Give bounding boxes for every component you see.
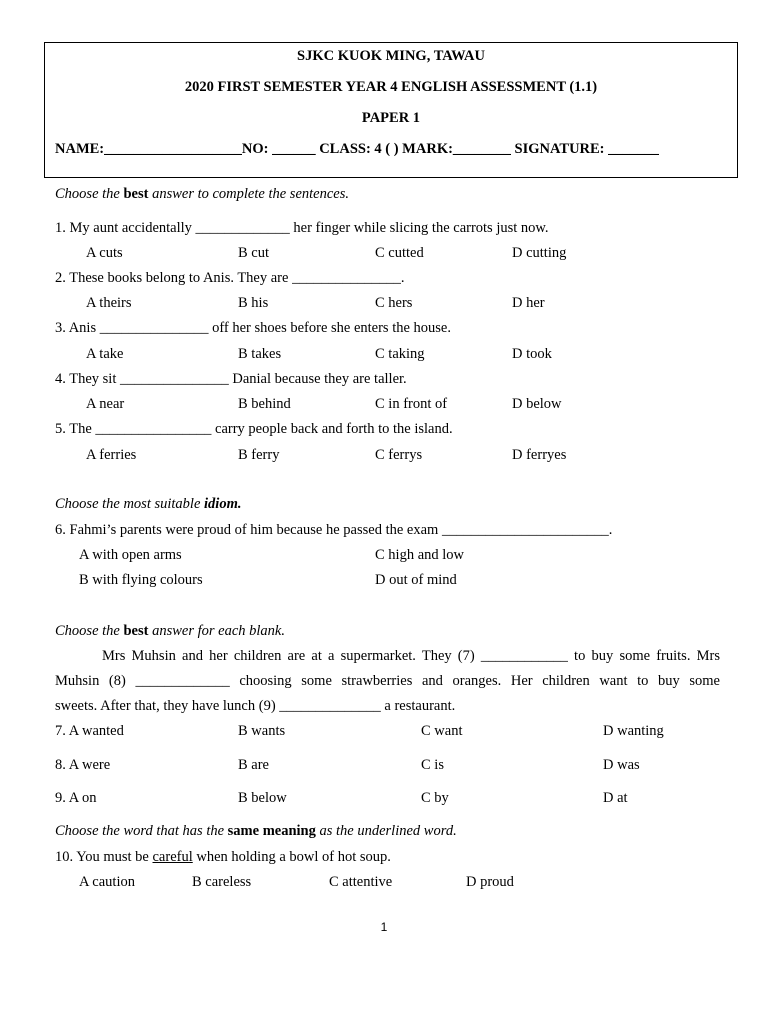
section3-instruction: Choose the best answer for each blank.: [55, 623, 285, 639]
q1-option-a[interactable]: A cuts: [86, 245, 123, 261]
passage-line-3: sweets. After that, they have lunch (9) ______________ a restaurant.: [55, 698, 456, 714]
q1-option-c[interactable]: C cutted: [375, 245, 424, 261]
paper-label: PAPER 1: [361, 110, 421, 126]
q10-option-a[interactable]: A caution: [79, 874, 135, 890]
q8-option-c[interactable]: C is: [421, 757, 444, 773]
q2-option-c[interactable]: C hers: [375, 295, 413, 311]
q4-option-b[interactable]: B behind: [238, 396, 291, 412]
q2-option-b[interactable]: B his: [238, 295, 269, 311]
q6-option-b[interactable]: B with flying colours: [79, 572, 203, 588]
section1-instruction: Choose the best answer to complete the sentences.: [55, 186, 349, 202]
q9-option-a[interactable]: 9. A on: [55, 790, 97, 806]
question-2: 2. These books belong to Anis. They are _______________.: [55, 270, 405, 286]
q10-option-d[interactable]: D proud: [466, 874, 514, 890]
q7-option-a[interactable]: 7. A wanted: [55, 723, 124, 739]
q7-option-d[interactable]: D wanting: [603, 723, 664, 739]
section4-instruction: Choose the word that has the same meaning as the underlined word.: [55, 823, 457, 839]
q6-option-d[interactable]: D out of mind: [375, 572, 457, 588]
q6-option-c[interactable]: C high and low: [375, 547, 465, 563]
q3-option-a[interactable]: A take: [86, 346, 124, 362]
q5-option-a[interactable]: A ferries: [86, 447, 137, 463]
q2-option-d[interactable]: D her: [512, 295, 545, 311]
q10-option-c[interactable]: C attentive: [329, 874, 393, 890]
student-fields: NAME:___________________NO: ______ CLASS: 4 ( ) MARK:________ SIGNATURE: _______: [55, 141, 659, 157]
q4-option-c[interactable]: C in front of: [375, 396, 448, 412]
q2-option-a[interactable]: A theirs: [86, 295, 132, 311]
q3-option-c[interactable]: C taking: [375, 346, 425, 362]
question-4: 4. They sit _______________ Danial because they are taller.: [55, 371, 407, 387]
q8-option-d[interactable]: D was: [603, 757, 640, 773]
page-number: 1: [380, 920, 388, 934]
question-6: 6. Fahmi’s parents were proud of him because he passed the exam _______________________.: [55, 522, 613, 538]
q9-option-b[interactable]: B below: [238, 790, 287, 806]
q10-option-b[interactable]: B careless: [192, 874, 252, 890]
q7-option-c[interactable]: C want: [421, 723, 463, 739]
passage-line-1: Mrs Muhsin and her children are at a supermarket. They (7) ____________ to buy some fruits. Mrs: [102, 648, 720, 664]
q3-option-b[interactable]: B takes: [238, 346, 282, 362]
q8-option-b[interactable]: B are: [238, 757, 269, 773]
q6-option-a[interactable]: A with open arms: [79, 547, 182, 563]
q3-option-d[interactable]: D took: [512, 346, 552, 362]
question-5: 5. The ________________ carry people back and forth to the island.: [55, 421, 453, 437]
question-10: 10. You must be careful when holding a bowl of hot soup.: [55, 849, 391, 865]
q4-option-d[interactable]: D below: [512, 396, 562, 412]
passage-line-2: Muhsin (8) _____________ choosing some strawberries and oranges. Her children want to buy some: [55, 673, 720, 689]
underlined-word: careful: [152, 849, 193, 865]
q4-option-a[interactable]: A near: [86, 396, 125, 412]
section2-instruction: Choose the most suitable idiom.: [55, 496, 242, 512]
school-name: SJKC KUOK MING, TAWAU: [297, 48, 485, 64]
q1-option-d[interactable]: D cutting: [512, 245, 567, 261]
question-3: 3. Anis _______________ off her shoes before she enters the house.: [55, 320, 451, 336]
q5-option-c[interactable]: C ferrys: [375, 447, 423, 463]
q8-option-a[interactable]: 8. A were: [55, 757, 111, 773]
q9-option-c[interactable]: C by: [421, 790, 449, 806]
q5-option-b[interactable]: B ferry: [238, 447, 280, 463]
q5-option-d[interactable]: D ferryes: [512, 447, 567, 463]
q1-option-b[interactable]: B cut: [238, 245, 270, 261]
q9-option-d[interactable]: D at: [603, 790, 628, 806]
question-1: 1. My aunt accidentally _____________ her finger while slicing the carrots just now.: [55, 220, 549, 236]
header-box: [44, 42, 738, 178]
q7-option-b[interactable]: B wants: [238, 723, 286, 739]
exam-title: 2020 FIRST SEMESTER YEAR 4 ENGLISH ASSESSMENT (1.1): [184, 79, 598, 95]
